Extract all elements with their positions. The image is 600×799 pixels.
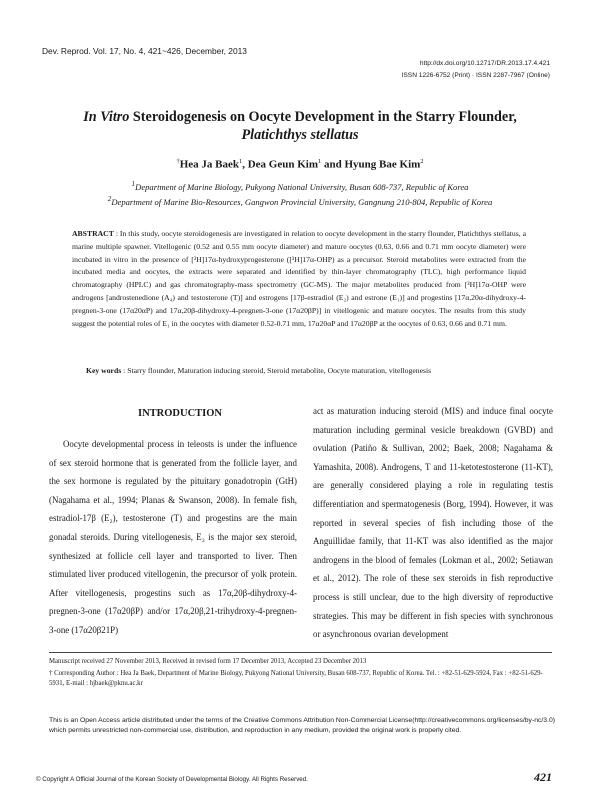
article-title [50, 108, 550, 144]
page-number: 421 [534, 770, 552, 784]
author-1: Hea Ja Baek [179, 158, 239, 171]
author-sep: and [321, 158, 345, 171]
author-sep: , [242, 158, 248, 171]
intro-column-left: Oocyte developmental process in teleosts is under the influence of sex steroid hormone that is generated from the follicle layer, and the sex hormone is regulated by the pituitary gonadotropin (GtH) (Nagahama et al., 1994; Planas & Swanson, 2008). In female fish, estradiol-17β (E₂), testosterone (T) and progestins are the main gonadal steroids. During vitellogenesis, E₂ is the major sex steroid, synthesized at follicle cell layer and transported to liver. Then stimulated liver produced vitellogenin, the precursor of yolk protein. After vitellogenesis, progestins such as 17α,20β-dihydroxy-4-pregnen-3-one (17α20βP) and/or 17α,20β,21-trihydroxy-4-pregnen-3-one (17α20β21P) [49, 439, 297, 635]
author-3-affil: 2 [420, 158, 424, 165]
keywords-label: Key words [86, 366, 122, 375]
title-line2: Platichthys stellatus [241, 127, 359, 143]
affiliation-text: Department of Marine Biology, Pukyong National University, Busan 608-737, Republic of Korea [135, 181, 469, 192]
affiliation-1 [40, 180, 560, 192]
author-2-affil: 1 [318, 158, 322, 165]
abstract-text: : In this study, oocyte steroidogenesis are investigated in relation to oocyte development in the starry flounder, Platichthys stellatus, a marine multiple spawner. Vitellogenic (0.52 and 0.55 mm oocyte diameter) and mature oocytes (0.63, 0.66 and 0.71 mm oocyte diameter) were incubated in vitro in the presence of [³H]17α-hydroxyprogesterone ([³H]17α-OHP) as a precursor. Steroid metabolites were extracted from the incubated media and oocytes, the extracts were separated and identified by thin-layer chromatography (TLC), high performance liquid chromatography (HPLC) and gas chromatography-mass spectrometry (GC-MS). The major metabolites produced from [³H]17α-OHP were androgens [androstenedione (A₄) and testosterone (T)] and estrogens [17β-estradiol (E₂) and estrone (E₁)] and progestins [17α,20α-dihydroxy-4-pregnen-3-one (17α20αP) and 17α,20β-dihydroxy-4-pregnen-3-one (17α20βP)] in vitellogenic and mature oocytes. The results from this study suggest the potential roles of E₁ in the oocytes with diameter 0.52-0.71 mm, 17α20αP and 17α20βP at the oocytes of 0.63, 0.66 and 0.71 mm. [72, 229, 526, 328]
abstract-label: ABSTRACT [72, 229, 114, 238]
doi-block [402, 58, 550, 82]
corresponding-author: † Corresponding Author : Hea Ja Baek, Department of Marine Biology, Pukyong National University, Busan 608-737, Republic of Korea. Tel. : +82-51-629-5924, Fax : +82-51-629-5931, E-mail : hjbaek@pknu.ac.kr [49, 670, 543, 687]
author-2: Dea Geun Kim [247, 158, 318, 171]
affiliation-sup: 2 [107, 195, 112, 203]
doi-link[interactable]: http://dx.doi.org/10.12717/DR.2013.17.4.421 [419, 60, 550, 67]
abstract [72, 228, 526, 330]
dagger-mark: † [176, 158, 180, 165]
manuscript-dates: Manuscript received 27 November 2013, Received in revised form 17 December 2013, Accepted 23 December 2013 [49, 658, 367, 665]
title-line1: Steroidogenesis on Oocyte Development in the Starry Flounder, [129, 109, 517, 125]
intro-column-right: act as maturation inducing steroid (MIS) and induce final oocyte maturation including germinal vesicle breakdown (GVBD) and ovulation (Patiño & Sullivan, 2002; Baek, 2008; Nagahama & Yamashita, 2008). Androgens, T and 11-ketotestosterone (11-KT), are generally considered playing a role in regulating testis differentiation and spermatogenesis (Borg, 1994). However, it was reported in several species of fish including those of the Anguillidae family, that 11-KT was also identified as the major androgens in the blood of females (Lokman et al., 2002; Setiawan et al., 2012). The role of these sex steroids in fish reproductive process is still unclear, due to the high diversity of reproductive strategies. This may be different in fish species with synchronous or asynchronous ovarian development [313, 406, 553, 640]
open-access-notice: This is an Open Access article distributed under the terms of the Creative Commons Attribution Non-Commercial License(http://creativecommons.org/licenses/by-nc/3.0) which permits unrestricted non-commercial use, distribution, and reproduction in any medium, provided the original work is properly cited. [49, 717, 555, 734]
copyright-line: © Copyright A Official Journal of the Korean Society of Developmental Biology. All Rights Reserved. [36, 776, 308, 783]
footnote-divider [49, 652, 552, 653]
affiliation-text: Department of Marine Bio-Resources, Gangwon Provincial University, Gangnung 210-804, Republic of Korea [111, 196, 493, 207]
keywords [86, 366, 526, 375]
affiliation-2 [40, 195, 560, 207]
author-list [50, 158, 550, 171]
affiliation-sup: 1 [131, 180, 136, 188]
issn-line: ISSN 1226-6752 (Print) · ISSN 2287-7967 (Online) [401, 72, 550, 79]
keywords-text: : Starry flounder, Maturation inducing steroid, Steroid metabolite, Oocyte maturation, vitellogenesis [121, 366, 432, 375]
author-1-affil: 1 [238, 158, 243, 165]
title-italic: In Vitro [83, 109, 130, 125]
author-3: Hyung Bae Kim [344, 158, 421, 171]
section-heading: INTRODUCTION [137, 408, 222, 419]
journal-citation: Dev. Reprod. Vol. 17, No. 4, 421~426, December, 2013 [42, 46, 247, 56]
